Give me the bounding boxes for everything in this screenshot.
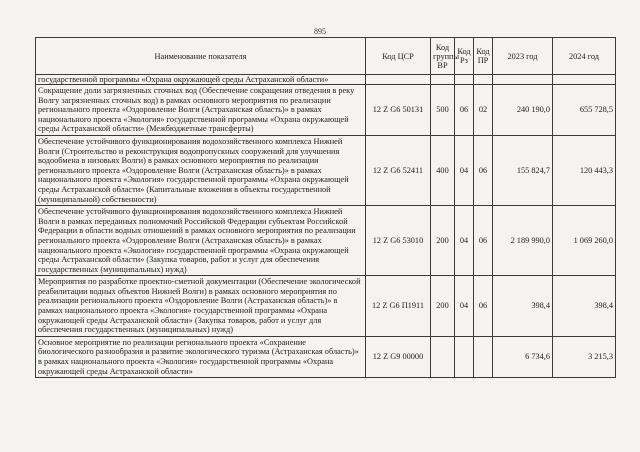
header-csr: Код ЦСР bbox=[366, 38, 431, 75]
row-name: Обеспечение устойчивого функционирования водохозяйственного комплекса Нижней Волги в рамках переданных полномочий Российской Федерации субъектам Российской Федерации в области водных отношений в рамках основного мероприятия по реализации регионального проекта «Оздоровление Волги (Астраханская область)» в рамках национального проекта «Экология» государственной программы «Охрана окружающей среды Астраханской области» (Закупка товаров, работ и услуг для обеспечения государственных (муниципальных) нужд) bbox=[36, 206, 366, 276]
table-row bbox=[36, 206, 616, 276]
table-row bbox=[36, 336, 616, 377]
row-pr: 06 bbox=[474, 276, 493, 337]
row-2024: 398,4 bbox=[553, 276, 616, 337]
row-csr: 12 Z G6 50131 bbox=[366, 85, 431, 136]
row-2023: 2 189 990,0 bbox=[493, 206, 553, 276]
row-csr: 12 Z G9 00000 bbox=[366, 336, 431, 377]
header-vr: Код группы ВР bbox=[431, 38, 455, 75]
header-row bbox=[36, 38, 616, 75]
table-row bbox=[36, 276, 616, 337]
row-2024: 1 069 260,0 bbox=[553, 206, 616, 276]
row-vr: 400 bbox=[431, 135, 455, 205]
row-name: Обеспечение устойчивого функционирования водохозяйственного комплекса Нижней Волги (Строительство и реконструкция водопропускных сооружений для улучшения водообмена в низовьях Волги) в рамках основного мероприятия по реализации регионального проекта «Оздоровление Волги (Астраханская область)» в рамках национального проекта «Экология» государственной программы «Охрана окружающей среды Астраханской области» (Капитальные вложения в объекты государственной (муниципальной) собственности) bbox=[36, 135, 366, 205]
row-2023: 240 190,0 bbox=[493, 85, 553, 136]
row-rz bbox=[455, 336, 474, 377]
budget-table bbox=[35, 37, 616, 378]
header-name: Наименование показателя bbox=[36, 38, 366, 75]
row-rz: 04 bbox=[455, 276, 474, 337]
row-pr: 06 bbox=[474, 206, 493, 276]
row-2024: 120 443,3 bbox=[553, 135, 616, 205]
row-2023: 398,4 bbox=[493, 276, 553, 337]
row-pr bbox=[474, 336, 493, 377]
row-2023: 155 824,7 bbox=[493, 135, 553, 205]
header-2023: 2023 год bbox=[493, 38, 553, 75]
row-name: Мероприятия по разработке проектно-сметной документации (Обеспечение экологической реабилитации водных объектов Нижней Волги) в рамках основного мероприятия по реализации регионального проекта «Оздоровление Волги (Астраханская область)» в рамках национального проекта «Экология» государственной программы «Охрана окружающей среды Астраханской области» (Закупка товаров, работ и услуг для обеспечения государственных (муниципальных) нужд) bbox=[36, 276, 366, 337]
header-pr: Код ПР bbox=[474, 38, 493, 75]
row-name: Основное мероприятие по реализации регионального проекта «Сохранение биологического разнообразия и развитие экологического туризма (Астраханская область)» в рамках национального проекта «Экология» государственной программы «Охрана окружающей среды Астраханской области» bbox=[36, 336, 366, 377]
row-csr: 12 Z G6 52411 bbox=[366, 135, 431, 205]
table-row bbox=[36, 135, 616, 205]
row-name: Сокращение доли загрязненных сточных вод (Обеспечение сокращения отведения в реку Волгу загрязненных сточных вод) в рамках основного мероприятия по реализации регионального проекта «Оздоровление Волги (Астраханская область)» в рамках национального проекта «Экология» государственной программы «Охрана окружающей среды Астраханской области» (Межбюджетные трансферты) bbox=[36, 85, 366, 136]
row-csr: 12 Z G6 53010 bbox=[366, 206, 431, 276]
row-csr: 12 Z G6 П1911 bbox=[366, 276, 431, 337]
header-rz: Код Рз bbox=[455, 38, 474, 75]
row-pr: 02 bbox=[474, 85, 493, 136]
table-row bbox=[36, 85, 616, 136]
row-2024: 3 215,3 bbox=[553, 336, 616, 377]
header-2024: 2024 год bbox=[553, 38, 616, 75]
row-pr: 06 bbox=[474, 135, 493, 205]
row-2023: 6 734,6 bbox=[493, 336, 553, 377]
row-vr: 200 bbox=[431, 276, 455, 337]
row-rz: 06 bbox=[455, 85, 474, 136]
continuation-text: государственной программы «Охрана окружающей среды Астраханской области» bbox=[36, 75, 366, 85]
page-number: 895 bbox=[314, 27, 326, 36]
continuation-row bbox=[36, 75, 616, 85]
row-vr: 200 bbox=[431, 206, 455, 276]
row-2024: 655 728,5 bbox=[553, 85, 616, 136]
row-vr bbox=[431, 336, 455, 377]
row-vr: 500 bbox=[431, 85, 455, 136]
row-rz: 04 bbox=[455, 206, 474, 276]
row-rz: 04 bbox=[455, 135, 474, 205]
